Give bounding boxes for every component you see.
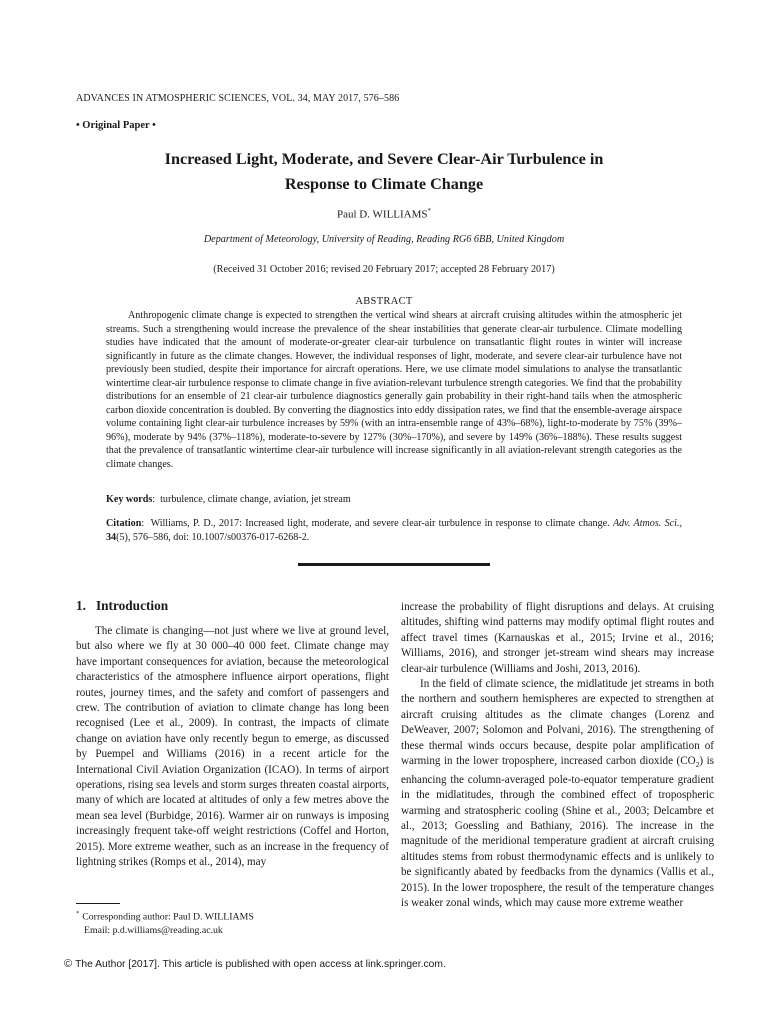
intro-p2-part-b: ) is enhancing the column-averaged pole-to-equator temperature gradient in the midlatitudes, through the combined effect of tropospheric warming and stratospheric cooling (Shine et al., 2003; Delcambre et al., 2013; Goessling and Bathiany, 2016). The increase in the magnitude of the meridional temperature gradient at aircraft cruising altitudes stems from robust thermodynamic effects and is unlikely to be significantly abated by feedbacks from the dynamics (Vallis et al., 2015). In the lower troposphere, the result of the temperature changes is weaker zonal winds, which may cause more extreme weather xyxy=(401,755,715,909)
title-line-2: Response to Climate Change xyxy=(284,175,484,193)
keywords-text: turbulence, climate change, aviation, jet stream xyxy=(160,494,351,505)
left-column xyxy=(76,624,389,871)
right-column xyxy=(401,600,714,911)
received-dates: (Received 31 October 2016; revised 20 February 2017; accepted 28 February 2017) xyxy=(213,264,555,275)
section-title: Introduction xyxy=(95,598,169,613)
author-name: Paul D. WILLIAMS xyxy=(336,208,428,221)
intro-paragraph-2 xyxy=(401,677,714,911)
intro-paragraph-1: The climate is changing—not just where we live at ground level, but also where we fly at 30 000–40 000 feet. Climate change may have important consequences for aviation, because the meteorological characteristics of the atmosphere influence airport operations, flight routes, journey times, and the safety and comfort of passengers and crew. The contribution of aviation to climate change has long been recognised (Lee et al., 2009). In contrast, the impacts of climate change on aviation have only recently begun to emerge, as discussed by Puempel and Williams (2016) in a recent article for the International Civil Aviation Organization (ICAO). In terms of airport operations, rising sea levels and storm surges threaten coastal airports, many of which are located at altitudes of only a few metres above the mean sea level (Burbidge, 2016). Warmer air on runways is imposing increasingly frequent take-off weight restrictions (Coffel and Horton, 2015). More extreme weather, such as an increase in the frequency of lightning strikes (Romps et al., 2014), may xyxy=(76,625,389,869)
copyright-icon: © xyxy=(64,958,73,970)
footnote-mark: * xyxy=(76,910,80,917)
title-line-1: Increased Light, Moderate, and Severe Clear-Air Turbulence in xyxy=(164,150,604,168)
journal-header: ADVANCES IN ATMOSPHERIC SCIENCES, VOL. 34, MAY 2017, 576–586 xyxy=(76,93,400,104)
paper-type-label: • Original Paper • xyxy=(76,120,156,131)
citation-journal: Adv. Atmos. Sci. xyxy=(612,518,680,529)
section-heading xyxy=(76,598,168,614)
keywords-label: Key words xyxy=(106,494,153,505)
footnote xyxy=(76,907,389,937)
citation-text: Williams, P. D., 2017: Increased light, moderate, and severe clear-air turbulence in response to climate change. xyxy=(150,518,610,529)
citation: Citation: Williams, P. D., 2017: Increased light, moderate, and severe clear-air turbulence in response to climate change. Adv. Atmos. Sci., 34(5), 576–586, doi: 10.1007/s00376-017-6268-2. xyxy=(106,518,682,543)
section-number: 1. xyxy=(76,598,86,613)
footnote-email: Email: p.d.williams@reading.ac.uk xyxy=(84,924,223,936)
paper-title xyxy=(76,147,692,197)
affiliation: Department of Meteorology, University of Reading, Reading RG6 6BB, United Kingdom xyxy=(203,234,565,245)
abstract-text: Anthropogenic climate change is expected to strengthen the vertical wind shears at aircraft cruising altitudes within the atmospheric jet streams. Such a strengthening would increase the prevalence of the shear instabilities that generate clear-air turbulence. Climate modelling studies have indicated that the amount of moderate-or-greater clear-air turbulence on transatlantic flight routes in winter will increase significantly in future as the climate changes. However, the individual responses of light, moderate, and severe clear-air turbulence have not previously been studied, despite their importance for aircraft operations. Here, we use climate model simulations to analyse the transatlantic wintertime clear-air turbulence response to climate change in five aviation-relevant turbulence strength categories. We find that the probability distributions for an ensemble of 21 clear-air turbulence diagnostics generally gain probability in their right-hand tails when the atmospheric carbon dioxide concentration is doubled. By converting the diagnostics into eddy dissipation rates, we find that the ensemble-average airspace volume containing light clear-air turbulence increases by 59% (with an intra-ensemble range of 43%–68%), light-to-moderate by 75% (39%–96%), moderate by 94% (37%–118%), moderate-to-severe by 127% (30%–170%), and severe by 149% (36%–188%). These results suggest that the prevalence of transatlantic wintertime clear-air turbulence will increase significantly in all aviation-relevant strength categories as the climate changes. xyxy=(106,310,682,471)
co2-subscript: 2 xyxy=(695,760,700,770)
footnote-author-text: Corresponding author: Paul D. WILLIAMS xyxy=(82,911,254,923)
citation-rest: (5), 576–586, doi: 10.1007/s00376-017-6268-2. xyxy=(116,531,310,543)
license-line xyxy=(64,958,446,970)
license-text: The Author [2017]. This article is published with open access at link.springer.com. xyxy=(75,959,446,970)
footnote-author xyxy=(76,907,389,924)
intro-paragraph-1-continued: increase the probability of flight disruptions and delays. At cruising altitudes, shifting wind patterns may modify optimal flight routes and affect travel times (Karnauskas et al., 2015; Irvine et al., 2016; Williams, 2016), and stronger jet-stream wind shears may increase clear-air turbulence (Williams and Joshi, 2013, 2016). xyxy=(401,601,714,675)
keywords: Key words: turbulence, climate change, aviation, jet stream xyxy=(106,494,351,505)
section-divider xyxy=(298,563,490,566)
intro-p2-part-a: In the field of climate science, the midlatitude jet streams in both the northern and southern hemispheres are expected to strengthen at aircraft cruising altitudes as the climate changes (Lorenz and DeWeaver, 2007; Solomon and Polvani, 2016). The strengthening of these thermal winds occurs because, despite polar amplification of warming in the lower troposphere, increased carbon dioxide (CO xyxy=(401,678,714,768)
footnote-divider xyxy=(76,903,120,904)
abstract-heading: ABSTRACT xyxy=(355,296,413,307)
author-footnote-mark: * xyxy=(427,207,432,215)
author-line xyxy=(76,207,692,221)
citation-volume: 34 xyxy=(106,531,117,543)
citation-label: Citation xyxy=(106,518,142,529)
